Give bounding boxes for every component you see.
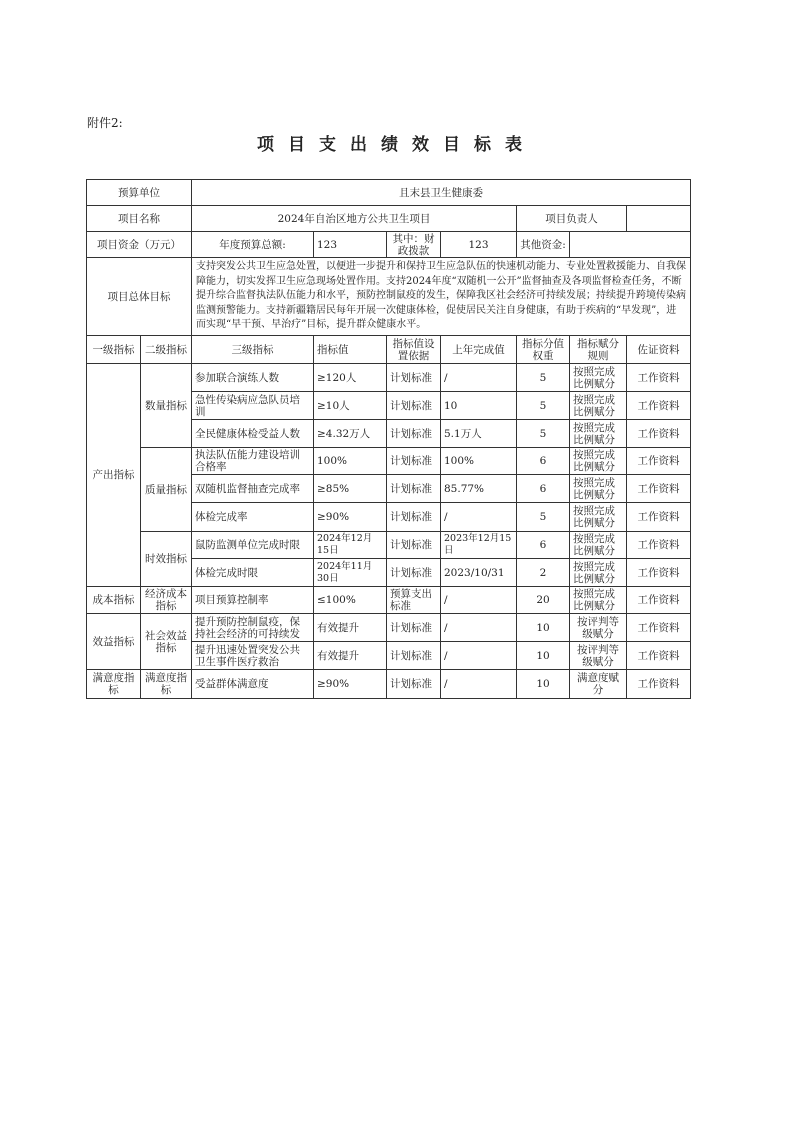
indicator-weight: 10 (517, 642, 570, 670)
indicator-basis: 计划标准 (387, 420, 441, 448)
indicator-basis: 计划标准 (387, 559, 441, 587)
indicator-weight: 10 (517, 670, 570, 699)
indicator-basis: 计划标准 (387, 670, 441, 699)
indicator-basis: 计划标准 (387, 532, 441, 559)
col-rule: 指标赋分规则 (570, 336, 627, 364)
indicator-value: ≥120人 (314, 364, 387, 392)
indicator-rule: 按评判等级赋分 (570, 614, 627, 642)
indicator-evidence: 工作资料 (627, 392, 691, 420)
indicator-basis: 计划标准 (387, 364, 441, 392)
indicator-rule: 按照完成比例赋分 (570, 392, 627, 420)
indicator-value: 2024年12月15日 (314, 532, 387, 559)
fiscal-label: 其中：财政拨款 (387, 232, 441, 258)
indicator-evidence: 工作资料 (627, 475, 691, 503)
indicator-basis: 预算支出标准 (387, 587, 441, 614)
indicator-last-year: 2023年12月15日 (441, 532, 517, 559)
indicator-value: ≤100% (314, 587, 387, 614)
indicator-name: 双随机监督抽查完成率 (192, 475, 314, 503)
indicator-evidence: 工作资料 (627, 587, 691, 614)
indicator-name: 急性传染病应急队员培训 (192, 392, 314, 420)
funds-label: 项目资金（万元） (87, 232, 192, 258)
indicator-basis: 计划标准 (387, 503, 441, 532)
indicator-evidence: 工作资料 (627, 614, 691, 642)
budget-unit-row (87, 180, 691, 206)
col-weight: 指标分值权重 (517, 336, 570, 364)
indicator-evidence: 工作资料 (627, 420, 691, 448)
indicator-last-year: / (441, 642, 517, 670)
indicator-value: ≥10人 (314, 392, 387, 420)
other-funds-label: 其他资金: (517, 232, 570, 258)
indicator-last-year: 85.77% (441, 475, 517, 503)
project-funds-row (87, 232, 691, 258)
indicator-weight: 20 (517, 587, 570, 614)
column-header-row (87, 336, 691, 364)
indicator-name: 体检完成率 (192, 503, 314, 532)
indicator-name: 受益群体满意度 (192, 670, 314, 699)
group-satisfaction-sub: 满意度指标 (141, 670, 192, 699)
indicator-basis: 计划标准 (387, 614, 441, 642)
table-row (87, 587, 691, 614)
indicator-name: 项目预算控制率 (192, 587, 314, 614)
indicator-basis: 计划标准 (387, 392, 441, 420)
annual-total-value: 123 (314, 232, 387, 258)
indicator-last-year: / (441, 503, 517, 532)
overall-goal-text: 支持突发公共卫生应急处置，以便进一步提升和保持卫生应急队伍的快速机动能力、专业处置救援能力、自我保障能力，切实发挥卫生应急现场处置作用。支持2024年度“双随机一公开”监督抽查及各项监督检查任务，不断提升综合监督执法队伍能力和水平，预防控制鼠疫的发生，保障我区社会经济可持续发展；持续提升跨境传染病监测预警能力。支持新疆籍居民每年开展一次健康体检，促使居民关注自身健康，有助于疾病的“早发现”，进而实现“早干预、早治疗”目标，提升群众健康水平。 (192, 258, 691, 336)
table-row (87, 448, 691, 475)
indicator-name: 执法队伍能力建设培训合格率 (192, 448, 314, 475)
indicator-last-year: / (441, 587, 517, 614)
table-row (87, 532, 691, 559)
indicator-evidence: 工作资料 (627, 503, 691, 532)
indicator-name: 体检完成时限 (192, 559, 314, 587)
project-manager-value (627, 206, 691, 232)
other-funds-value (570, 232, 691, 258)
project-manager-label: 项目负责人 (517, 206, 627, 232)
project-name-value: 2024年自治区地方公共卫生项目 (192, 206, 517, 232)
indicator-last-year: / (441, 614, 517, 642)
table-row (87, 670, 691, 699)
indicator-name: 提升预防控制鼠疫，保持社会经济的可持续发 (192, 614, 314, 642)
indicator-value: 有效提升 (314, 642, 387, 670)
indicator-name: 全民健康体检受益人数 (192, 420, 314, 448)
indicator-last-year: / (441, 364, 517, 392)
indicator-evidence: 工作资料 (627, 670, 691, 699)
indicator-weight: 6 (517, 475, 570, 503)
project-name-row (87, 206, 691, 232)
budget-unit-label: 预算单位 (87, 180, 192, 206)
page-title: 项目支出绩效目标表 (257, 135, 536, 155)
indicator-evidence: 工作资料 (627, 448, 691, 475)
indicator-rule: 按照完成比例赋分 (570, 475, 627, 503)
indicator-rule: 按照完成比例赋分 (570, 364, 627, 392)
group-benefit: 效益指标 (87, 614, 141, 670)
indicator-evidence: 工作资料 (627, 364, 691, 392)
project-name-label: 项目名称 (87, 206, 192, 232)
indicator-rule: 满意度赋分 (570, 670, 627, 699)
indicator-value: ≥90% (314, 503, 387, 532)
indicator-value: 100% (314, 448, 387, 475)
group-timeliness: 时效指标 (141, 532, 192, 587)
indicator-name: 提升迅速处置突发公共卫生事件医疗救治 (192, 642, 314, 670)
indicator-evidence: 工作资料 (627, 642, 691, 670)
group-cost: 成本指标 (87, 587, 141, 614)
col-level1: 一级指标 (87, 336, 141, 364)
indicator-last-year: 2023/10/31 (441, 559, 517, 587)
indicator-weight: 2 (517, 559, 570, 587)
indicator-rule: 按照完成比例赋分 (570, 448, 627, 475)
indicator-basis: 计划标准 (387, 642, 441, 670)
indicator-last-year: 100% (441, 448, 517, 475)
indicator-value: 2024年11月30日 (314, 559, 387, 587)
group-quantity: 数量指标 (141, 364, 192, 448)
indicator-rule: 按照完成比例赋分 (570, 532, 627, 559)
indicator-weight: 5 (517, 364, 570, 392)
col-level2: 二级指标 (141, 336, 192, 364)
indicator-name: 参加联合演练人数 (192, 364, 314, 392)
indicator-weight: 10 (517, 614, 570, 642)
indicator-name: 鼠防监测单位完成时限 (192, 532, 314, 559)
attachment-label: 附件2: (87, 116, 123, 130)
indicator-weight: 5 (517, 503, 570, 532)
indicator-basis: 计划标准 (387, 448, 441, 475)
col-last-year: 上年完成值 (441, 336, 517, 364)
indicator-evidence: 工作资料 (627, 532, 691, 559)
indicator-basis: 计划标准 (387, 475, 441, 503)
group-social-benefit: 社会效益指标 (141, 614, 192, 670)
overall-goal-row (87, 258, 691, 336)
indicator-rule: 按评判等级赋分 (570, 642, 627, 670)
indicator-rule: 按照完成比例赋分 (570, 587, 627, 614)
annual-total-label: 年度预算总额: (192, 232, 314, 258)
indicator-rule: 按照完成比例赋分 (570, 559, 627, 587)
indicator-weight: 6 (517, 532, 570, 559)
indicator-last-year: 10 (441, 392, 517, 420)
indicator-weight: 5 (517, 392, 570, 420)
indicator-weight: 6 (517, 448, 570, 475)
col-evidence: 佐证资料 (627, 336, 691, 364)
budget-unit-value: 且末县卫生健康委 (192, 180, 691, 206)
indicator-rule: 按照完成比例赋分 (570, 503, 627, 532)
indicator-last-year: / (441, 670, 517, 699)
table-row (87, 614, 691, 642)
indicator-value: ≥90% (314, 670, 387, 699)
table-row (87, 364, 691, 392)
col-basis: 指标值设置依据 (387, 336, 441, 364)
overall-goal-label: 项目总体目标 (87, 258, 192, 336)
indicator-rule: 按照完成比例赋分 (570, 420, 627, 448)
indicator-last-year: 5.1万人 (441, 420, 517, 448)
indicator-weight: 5 (517, 420, 570, 448)
col-value: 指标值 (314, 336, 387, 364)
indicator-evidence: 工作资料 (627, 559, 691, 587)
fiscal-value: 123 (441, 232, 517, 258)
performance-table (86, 179, 691, 699)
group-economic-cost: 经济成本指标 (141, 587, 192, 614)
indicator-value: ≥4.32万人 (314, 420, 387, 448)
group-output: 产出指标 (87, 364, 141, 587)
col-level3: 三级指标 (192, 336, 314, 364)
indicator-value: 有效提升 (314, 614, 387, 642)
group-quality: 质量指标 (141, 448, 192, 532)
group-satisfaction: 满意度指标 (87, 670, 141, 699)
indicator-value: ≥85% (314, 475, 387, 503)
